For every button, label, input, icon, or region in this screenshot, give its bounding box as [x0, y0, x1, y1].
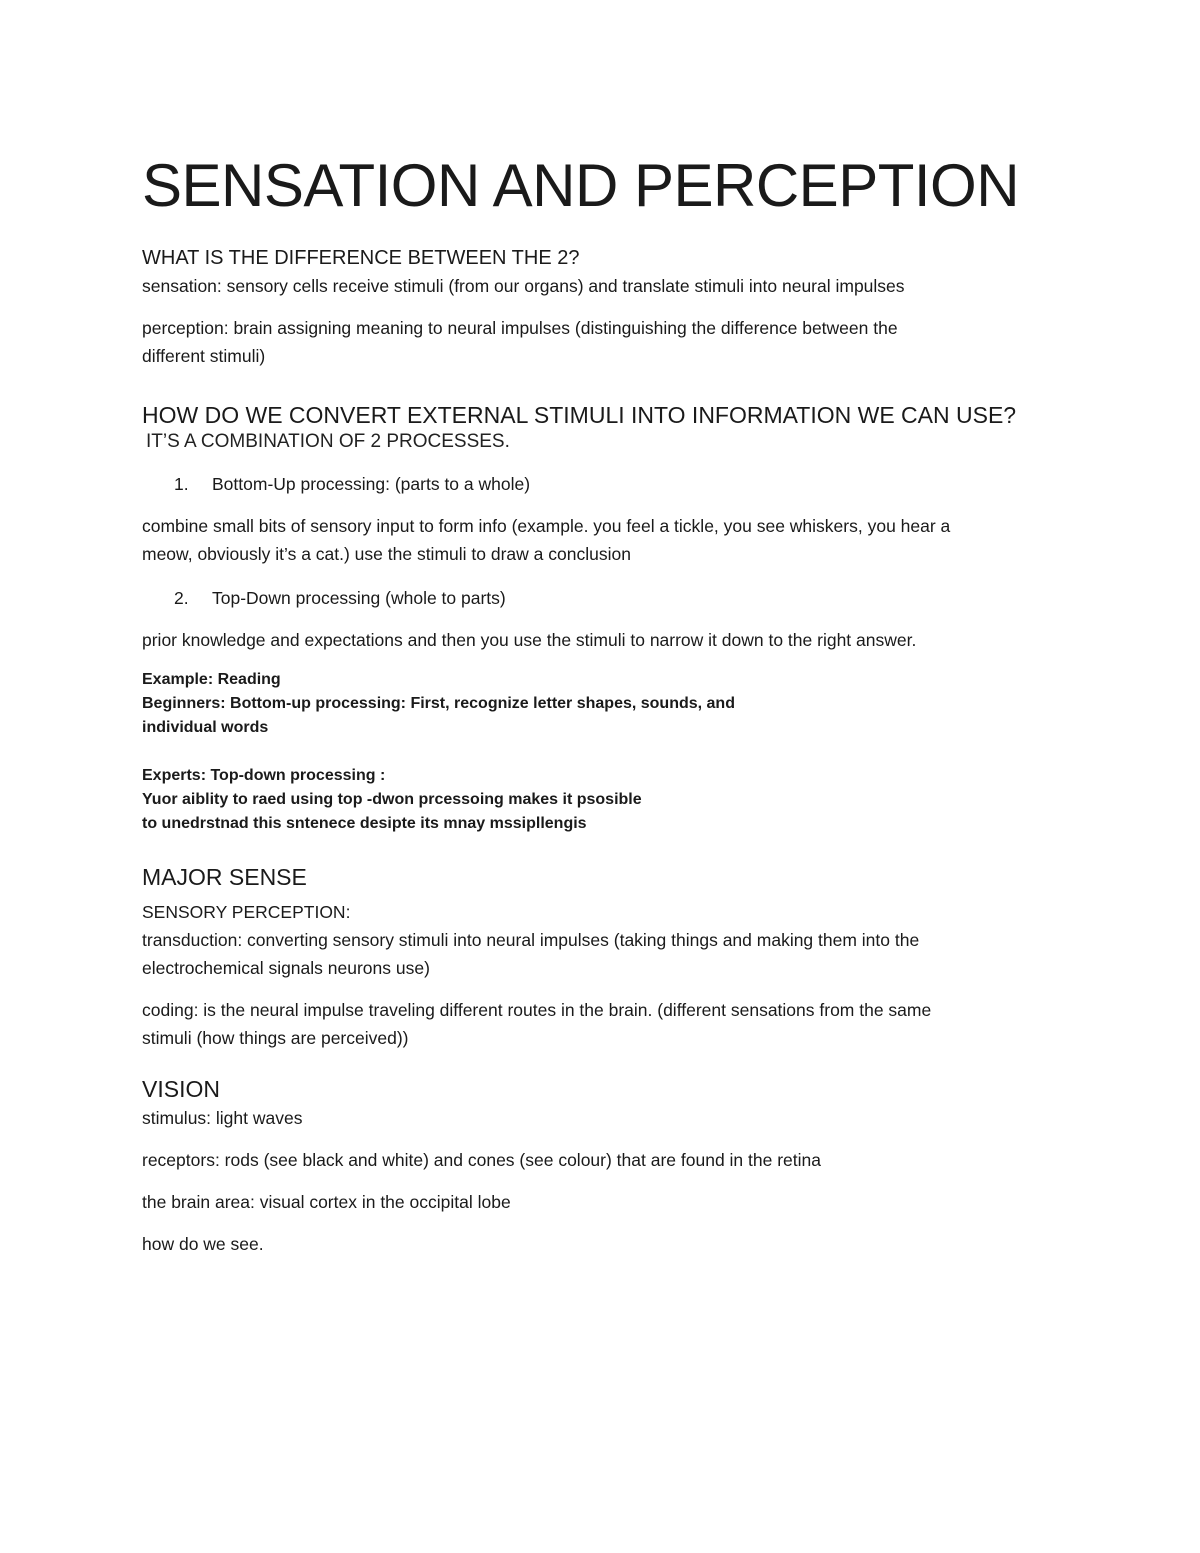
vision-receptors: receptors: rods (see black and white) and cones (see colour) that are found in the retina: [142, 1150, 821, 1170]
heading-difference: WHAT IS THE DIFFERENCE BETWEEN THE 2?: [142, 247, 580, 269]
list-number: 1.: [174, 474, 189, 494]
bottom-up-description-line2: meow, obviously it’s a cat.) use the stimuli to draw a conclusion: [142, 544, 631, 564]
vision-stimulus: stimulus: light waves: [142, 1108, 303, 1128]
top-down-description: prior knowledge and expectations and then you use the stimuli to narrow it down to the right answer.: [142, 630, 917, 650]
coding-line2: stimuli (how things are perceived)): [142, 1028, 409, 1048]
list-item-top-down: [174, 584, 1072, 612]
example-line: Example: Reading: [142, 671, 281, 688]
transduction-line1: transduction: converting sensory stimuli into neural impulses (taking things and making them into the: [142, 930, 920, 950]
example-line: to unedrstnad this sntenece desipte its mnay mssipllengis: [142, 815, 587, 832]
document-page: [142, 150, 1072, 1258]
sensation-definition: sensation: sensory cells receive stimuli (from our organs) and translate stimuli into neural impulses: [142, 276, 905, 296]
example-line: individual words: [142, 719, 269, 736]
transduction-line2: electrochemical signals neurons use): [142, 958, 430, 978]
heading-convert-stimuli: HOW DO WE CONVERT EXTERNAL STIMULI INTO INFORMATION WE CAN USE?: [142, 402, 1017, 428]
page-title: SENSATION AND PERCEPTION: [142, 152, 1020, 219]
example-line: Yuor aiblity to raed using top -dwon prcessoing makes it psosible: [142, 791, 642, 808]
vision-brain-area: the brain area: visual cortex in the occipital lobe: [142, 1192, 511, 1212]
example-line: Experts: Top-down processing :: [142, 767, 386, 784]
perception-definition-line2: different stimuli): [142, 346, 266, 366]
list-item-bottom-up: [174, 470, 1072, 498]
vision-how-we-see: how do we see.: [142, 1234, 264, 1254]
coding-line1: coding: is the neural impulse traveling different routes in the brain. (different sensations from the same: [142, 1000, 932, 1020]
list-item-text: Top-Down processing (whole to parts): [212, 588, 506, 608]
example-line: Beginners: Bottom-up processing: First, recognize letter shapes, sounds, and: [142, 695, 735, 712]
heading-major-sense: MAJOR SENSE: [142, 864, 307, 890]
example-block: [142, 668, 1072, 740]
subheading-combination: IT’S A COMBINATION OF 2 PROCESSES.: [146, 431, 510, 452]
sensory-perception-label: SENSORY PERCEPTION:: [142, 902, 351, 922]
heading-vision: VISION: [142, 1076, 220, 1102]
perception-definition-line1: perception: brain assigning meaning to neural impulses (distinguishing the difference between the: [142, 318, 898, 338]
bottom-up-description-line1: combine small bits of sensory input to form info (example. you feel a tickle, you see whiskers, you hear a: [142, 516, 951, 536]
list-number: 2.: [174, 588, 189, 608]
example-experts-block: [142, 764, 1072, 836]
list-item-text: Bottom-Up processing: (parts to a whole): [212, 474, 531, 494]
